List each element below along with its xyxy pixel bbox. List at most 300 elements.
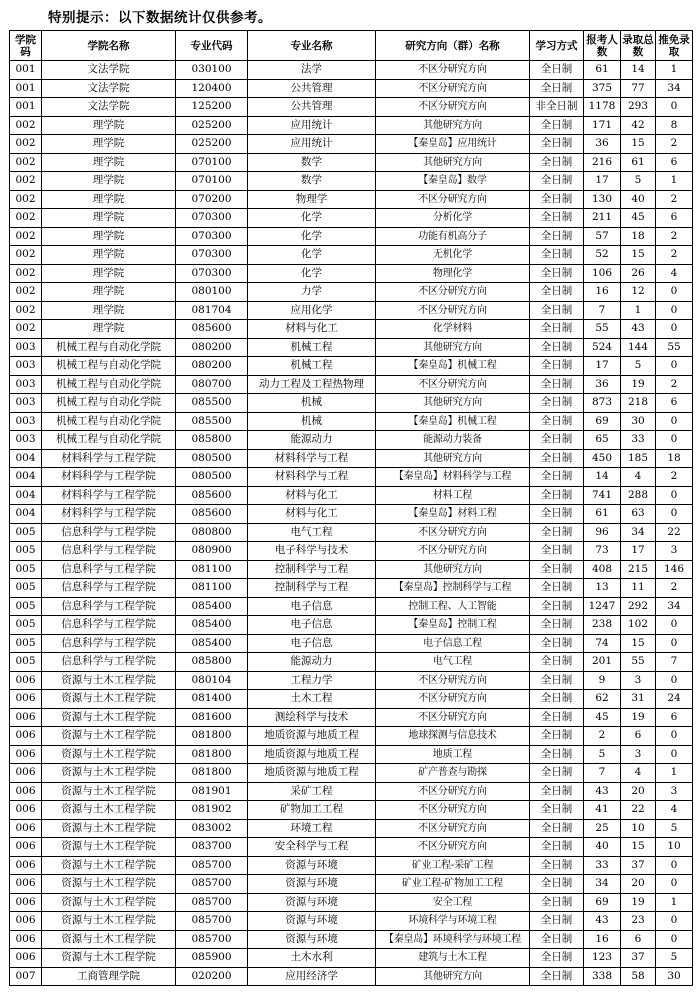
applicants-cell: 375	[584, 79, 621, 98]
major-code-cell: 030100	[176, 61, 248, 80]
major-code-cell: 081901	[176, 782, 248, 801]
major-name-cell: 化学	[248, 246, 376, 265]
recommended-cell: 0	[656, 745, 693, 764]
table-row	[10, 838, 693, 857]
research-direction-cell: 地球探测与信息技术	[376, 727, 530, 746]
study-mode-cell: 全日制	[530, 893, 584, 912]
college-code-cell: 006	[10, 819, 42, 838]
recommended-cell: 1	[656, 172, 693, 191]
research-direction-cell: 安全工程	[376, 893, 530, 912]
college-name-cell: 理学院	[42, 116, 176, 135]
college-code-cell: 006	[10, 782, 42, 801]
major-name-cell: 材料与化工	[248, 320, 376, 339]
applicants-cell: 61	[584, 61, 621, 80]
admitted-cell: 37	[621, 949, 656, 968]
table-row	[10, 930, 693, 949]
major-name-cell: 电子信息	[248, 597, 376, 616]
research-direction-cell: 不区分研究方向	[376, 671, 530, 690]
college-name-cell: 信息科学与工程学院	[42, 579, 176, 598]
study-mode-cell: 全日制	[530, 560, 584, 579]
recommended-cell: 2	[656, 190, 693, 209]
applicants-cell: 36	[584, 375, 621, 394]
recommended-cell: 18	[656, 449, 693, 468]
major-code-cell: 080100	[176, 283, 248, 302]
admitted-cell: 6	[621, 930, 656, 949]
applicants-cell: 408	[584, 560, 621, 579]
table-row	[10, 801, 693, 820]
college-name-cell: 资源与土木工程学院	[42, 838, 176, 857]
college-code-cell: 002	[10, 320, 42, 339]
applicants-cell: 2	[584, 727, 621, 746]
recommended-cell: 0	[656, 671, 693, 690]
major-name-cell: 应用化学	[248, 301, 376, 320]
college-name-cell: 材料科学与工程学院	[42, 449, 176, 468]
study-mode-cell: 全日制	[530, 949, 584, 968]
college-code-cell: 006	[10, 856, 42, 875]
study-mode-cell: 全日制	[530, 727, 584, 746]
major-name-cell: 公共管理	[248, 98, 376, 117]
recommended-cell: 5	[656, 949, 693, 968]
college-code-cell: 003	[10, 338, 42, 357]
major-code-cell: 025200	[176, 116, 248, 135]
major-code-cell: 081800	[176, 764, 248, 783]
admitted-cell: 30	[621, 412, 656, 431]
research-direction-cell: 不区分研究方向	[376, 301, 530, 320]
major-name-cell: 电子科学与技术	[248, 542, 376, 561]
research-direction-cell: 其他研究方向	[376, 394, 530, 413]
admitted-cell: 11	[621, 579, 656, 598]
admitted-cell: 218	[621, 394, 656, 413]
recommended-cell: 7	[656, 653, 693, 672]
recommended-cell: 1	[656, 893, 693, 912]
college-code-cell: 006	[10, 708, 42, 727]
study-mode-cell: 全日制	[530, 394, 584, 413]
table-row	[10, 634, 693, 653]
header-college-code: 学院码	[10, 31, 42, 61]
recommended-cell: 146	[656, 560, 693, 579]
research-direction-cell: 物理化学	[376, 264, 530, 283]
research-direction-cell: 其他研究方向	[376, 967, 530, 986]
table-row	[10, 301, 693, 320]
applicants-cell: 41	[584, 801, 621, 820]
major-code-cell: 070100	[176, 153, 248, 172]
applicants-cell: 16	[584, 283, 621, 302]
major-name-cell: 资源与环境	[248, 930, 376, 949]
major-name-cell: 物理学	[248, 190, 376, 209]
major-code-cell: 070300	[176, 246, 248, 265]
major-name-cell: 数学	[248, 172, 376, 191]
major-name-cell: 资源与环境	[248, 912, 376, 931]
applicants-cell: 201	[584, 653, 621, 672]
major-name-cell: 机械	[248, 394, 376, 413]
major-name-cell: 法学	[248, 61, 376, 80]
major-name-cell: 应用统计	[248, 116, 376, 135]
header-research-direction: 研究方向（群）名称	[376, 31, 530, 61]
applicants-cell: 57	[584, 227, 621, 246]
table-row	[10, 153, 693, 172]
admitted-cell: 61	[621, 153, 656, 172]
header-college-name: 学院名称	[42, 31, 176, 61]
major-name-cell: 化学	[248, 227, 376, 246]
table-row	[10, 745, 693, 764]
college-name-cell: 理学院	[42, 246, 176, 265]
major-code-cell: 070300	[176, 227, 248, 246]
research-direction-cell: 不区分研究方向	[376, 838, 530, 857]
research-direction-cell: 不区分研究方向	[376, 79, 530, 98]
study-mode-cell: 全日制	[530, 172, 584, 191]
table-row	[10, 394, 693, 413]
major-name-cell: 材料科学与工程	[248, 449, 376, 468]
college-code-cell: 002	[10, 153, 42, 172]
major-name-cell: 力学	[248, 283, 376, 302]
recommended-cell: 24	[656, 690, 693, 709]
study-mode-cell: 全日制	[530, 523, 584, 542]
recommended-cell: 2	[656, 375, 693, 394]
recommended-cell: 6	[656, 394, 693, 413]
table-row	[10, 616, 693, 635]
major-name-cell: 机械工程	[248, 357, 376, 376]
college-code-cell: 006	[10, 912, 42, 931]
research-direction-cell: 不区分研究方向	[376, 61, 530, 80]
research-direction-cell: 建筑与土木工程	[376, 949, 530, 968]
study-mode-cell: 全日制	[530, 967, 584, 986]
major-code-cell: 081902	[176, 801, 248, 820]
major-name-cell: 电子信息	[248, 634, 376, 653]
major-name-cell: 资源与环境	[248, 875, 376, 894]
major-name-cell: 土木工程	[248, 690, 376, 709]
major-name-cell: 化学	[248, 264, 376, 283]
major-name-cell: 材料与化工	[248, 486, 376, 505]
study-mode-cell: 全日制	[530, 246, 584, 265]
recommended-cell: 0	[656, 856, 693, 875]
recommended-cell: 6	[656, 153, 693, 172]
study-mode-cell: 全日制	[530, 412, 584, 431]
research-direction-cell: 不区分研究方向	[376, 375, 530, 394]
major-name-cell: 测绘科学与技术	[248, 708, 376, 727]
college-name-cell: 资源与土木工程学院	[42, 893, 176, 912]
applicants-cell: 36	[584, 135, 621, 154]
major-name-cell: 材料与化工	[248, 505, 376, 524]
major-code-cell: 080200	[176, 338, 248, 357]
study-mode-cell: 全日制	[530, 190, 584, 209]
recommended-cell: 0	[656, 505, 693, 524]
table-row	[10, 875, 693, 894]
admission-statistics-table	[9, 30, 693, 986]
major-code-cell: 081704	[176, 301, 248, 320]
college-code-cell: 002	[10, 283, 42, 302]
study-mode-cell: 全日制	[530, 801, 584, 820]
recommended-cell: 3	[656, 782, 693, 801]
table-row	[10, 190, 693, 209]
applicants-cell: 741	[584, 486, 621, 505]
major-code-cell: 085400	[176, 616, 248, 635]
table-row	[10, 98, 693, 117]
applicants-cell: 62	[584, 690, 621, 709]
research-direction-cell: 矿业工程-矿物加工工程	[376, 875, 530, 894]
major-code-cell: 081100	[176, 560, 248, 579]
applicants-cell: 13	[584, 579, 621, 598]
applicants-cell: 216	[584, 153, 621, 172]
table-row	[10, 116, 693, 135]
recommended-cell: 22	[656, 523, 693, 542]
major-name-cell: 资源与环境	[248, 893, 376, 912]
table-row	[10, 764, 693, 783]
college-name-cell: 资源与土木工程学院	[42, 912, 176, 931]
applicants-cell: 69	[584, 893, 621, 912]
college-code-cell: 002	[10, 172, 42, 191]
research-direction-cell: 矿产普查与勘探	[376, 764, 530, 783]
table-row	[10, 579, 693, 598]
major-code-cell: 081600	[176, 708, 248, 727]
table-row	[10, 468, 693, 487]
research-direction-cell: 【秦皇岛】环境科学与环境工程	[376, 930, 530, 949]
study-mode-cell: 全日制	[530, 745, 584, 764]
college-name-cell: 理学院	[42, 209, 176, 228]
college-code-cell: 004	[10, 449, 42, 468]
college-name-cell: 文法学院	[42, 61, 176, 80]
college-name-cell: 资源与土木工程学院	[42, 782, 176, 801]
applicants-cell: 73	[584, 542, 621, 561]
major-code-cell: 085400	[176, 597, 248, 616]
college-name-cell: 信息科学与工程学院	[42, 653, 176, 672]
college-code-cell: 005	[10, 523, 42, 542]
applicants-cell: 5	[584, 745, 621, 764]
applicants-cell: 17	[584, 357, 621, 376]
college-code-cell: 006	[10, 930, 42, 949]
applicants-cell: 14	[584, 468, 621, 487]
college-code-cell: 006	[10, 893, 42, 912]
header-study-mode: 学习方式	[530, 31, 584, 61]
table-row	[10, 431, 693, 450]
recommended-cell: 0	[656, 616, 693, 635]
recommended-cell: 0	[656, 875, 693, 894]
major-name-cell: 机械	[248, 412, 376, 431]
study-mode-cell: 全日制	[530, 634, 584, 653]
major-name-cell: 矿物加工工程	[248, 801, 376, 820]
applicants-cell: 7	[584, 301, 621, 320]
research-direction-cell: 【秦皇岛】控制工程	[376, 616, 530, 635]
college-name-cell: 资源与土木工程学院	[42, 819, 176, 838]
recommended-cell: 0	[656, 412, 693, 431]
recommended-cell: 4	[656, 801, 693, 820]
major-code-cell: 080104	[176, 671, 248, 690]
college-code-cell: 006	[10, 727, 42, 746]
admitted-cell: 15	[621, 246, 656, 265]
applicants-cell: 52	[584, 246, 621, 265]
college-name-cell: 资源与土木工程学院	[42, 875, 176, 894]
major-name-cell: 材料科学与工程	[248, 468, 376, 487]
applicants-cell: 9	[584, 671, 621, 690]
table-row	[10, 671, 693, 690]
applicants-cell: 171	[584, 116, 621, 135]
research-direction-cell: 不区分研究方向	[376, 523, 530, 542]
applicants-cell: 106	[584, 264, 621, 283]
major-name-cell: 安全科学与工程	[248, 838, 376, 857]
table-row	[10, 264, 693, 283]
major-code-cell: 081400	[176, 690, 248, 709]
admitted-cell: 19	[621, 708, 656, 727]
header-recommended: 推免录取	[656, 31, 693, 61]
study-mode-cell: 全日制	[530, 431, 584, 450]
research-direction-cell: 不区分研究方向	[376, 801, 530, 820]
major-name-cell: 环境工程	[248, 819, 376, 838]
major-code-cell: 081100	[176, 579, 248, 598]
college-name-cell: 信息科学与工程学院	[42, 560, 176, 579]
recommended-cell: 0	[656, 320, 693, 339]
major-code-cell: 083700	[176, 838, 248, 857]
admitted-cell: 63	[621, 505, 656, 524]
college-name-cell: 信息科学与工程学院	[42, 616, 176, 635]
major-code-cell: 085500	[176, 412, 248, 431]
study-mode-cell: 全日制	[530, 320, 584, 339]
recommended-cell: 2	[656, 135, 693, 154]
admitted-cell: 14	[621, 61, 656, 80]
study-mode-cell: 全日制	[530, 542, 584, 561]
major-code-cell: 080200	[176, 357, 248, 376]
research-direction-cell: 能源动力装备	[376, 431, 530, 450]
college-name-cell: 工商管理学院	[42, 967, 176, 986]
admitted-cell: 144	[621, 338, 656, 357]
table-row	[10, 597, 693, 616]
major-name-cell: 控制科学与工程	[248, 560, 376, 579]
study-mode-cell: 全日制	[530, 819, 584, 838]
college-code-cell: 005	[10, 597, 42, 616]
admitted-cell: 40	[621, 190, 656, 209]
admitted-cell: 293	[621, 98, 656, 117]
study-mode-cell: 全日制	[530, 301, 584, 320]
admitted-cell: 37	[621, 856, 656, 875]
research-direction-cell: 【秦皇岛】控制科学与工程	[376, 579, 530, 598]
admitted-cell: 17	[621, 542, 656, 561]
table-row	[10, 172, 693, 191]
research-direction-cell: 无机化学	[376, 246, 530, 265]
table-row	[10, 449, 693, 468]
table-row	[10, 967, 693, 986]
college-code-cell: 005	[10, 579, 42, 598]
applicants-cell: 43	[584, 912, 621, 931]
recommended-cell: 2	[656, 468, 693, 487]
major-code-cell: 085700	[176, 893, 248, 912]
recommended-cell: 5	[656, 819, 693, 838]
college-name-cell: 材料科学与工程学院	[42, 486, 176, 505]
college-name-cell: 资源与土木工程学院	[42, 690, 176, 709]
study-mode-cell: 全日制	[530, 653, 584, 672]
recommended-cell: 3	[656, 542, 693, 561]
research-direction-cell: 不区分研究方向	[376, 819, 530, 838]
applicants-cell: 338	[584, 967, 621, 986]
recommended-cell: 2	[656, 246, 693, 265]
admitted-cell: 4	[621, 764, 656, 783]
table-row	[10, 209, 693, 228]
study-mode-cell: 全日制	[530, 856, 584, 875]
study-mode-cell: 全日制	[530, 579, 584, 598]
research-direction-cell: 电子信息工程	[376, 634, 530, 653]
study-mode-cell: 全日制	[530, 505, 584, 524]
study-mode-cell: 全日制	[530, 209, 584, 228]
table-row	[10, 782, 693, 801]
applicants-cell: 96	[584, 523, 621, 542]
study-mode-cell: 全日制	[530, 375, 584, 394]
study-mode-cell: 全日制	[530, 135, 584, 154]
recommended-cell: 0	[656, 283, 693, 302]
admitted-cell: 102	[621, 616, 656, 635]
recommended-cell: 0	[656, 912, 693, 931]
college-name-cell: 机械工程与自动化学院	[42, 357, 176, 376]
applicants-cell: 130	[584, 190, 621, 209]
admitted-cell: 15	[621, 838, 656, 857]
table-row	[10, 505, 693, 524]
college-code-cell: 005	[10, 634, 42, 653]
college-name-cell: 信息科学与工程学院	[42, 523, 176, 542]
college-code-cell: 002	[10, 301, 42, 320]
table-row	[10, 375, 693, 394]
college-name-cell: 机械工程与自动化学院	[42, 338, 176, 357]
research-direction-cell: 分析化学	[376, 209, 530, 228]
college-code-cell: 002	[10, 264, 42, 283]
study-mode-cell: 全日制	[530, 782, 584, 801]
admitted-cell: 292	[621, 597, 656, 616]
recommended-cell: 0	[656, 634, 693, 653]
college-name-cell: 材料科学与工程学院	[42, 468, 176, 487]
major-code-cell: 080700	[176, 375, 248, 394]
admitted-cell: 1	[621, 301, 656, 320]
college-name-cell: 文法学院	[42, 98, 176, 117]
college-name-cell: 理学院	[42, 135, 176, 154]
table-row	[10, 283, 693, 302]
research-direction-cell: 矿业工程-采矿工程	[376, 856, 530, 875]
college-code-cell: 003	[10, 431, 42, 450]
applicants-cell: 34	[584, 875, 621, 894]
applicants-cell: 450	[584, 449, 621, 468]
admitted-cell: 15	[621, 634, 656, 653]
college-name-cell: 资源与土木工程学院	[42, 745, 176, 764]
college-code-cell: 005	[10, 616, 42, 635]
major-name-cell: 公共管理	[248, 79, 376, 98]
college-name-cell: 理学院	[42, 153, 176, 172]
major-code-cell: 085800	[176, 653, 248, 672]
recommended-cell: 0	[656, 431, 693, 450]
applicants-cell: 211	[584, 209, 621, 228]
applicants-cell: 123	[584, 949, 621, 968]
table-row	[10, 227, 693, 246]
recommended-cell: 6	[656, 708, 693, 727]
admitted-cell: 34	[621, 523, 656, 542]
table-body	[10, 61, 693, 986]
applicants-cell: 43	[584, 782, 621, 801]
study-mode-cell: 全日制	[530, 153, 584, 172]
major-code-cell: 020200	[176, 967, 248, 986]
major-name-cell: 控制科学与工程	[248, 579, 376, 598]
major-name-cell: 数学	[248, 153, 376, 172]
major-code-cell: 070200	[176, 190, 248, 209]
major-name-cell: 应用经济学	[248, 967, 376, 986]
applicants-cell: 45	[584, 708, 621, 727]
research-direction-cell: 环境科学与环境工程	[376, 912, 530, 931]
college-code-cell: 006	[10, 949, 42, 968]
major-code-cell: 085400	[176, 634, 248, 653]
major-name-cell: 地质资源与地质工程	[248, 745, 376, 764]
header-major-code: 专业代码	[176, 31, 248, 61]
study-mode-cell: 全日制	[530, 597, 584, 616]
college-name-cell: 机械工程与自动化学院	[42, 431, 176, 450]
college-name-cell: 理学院	[42, 320, 176, 339]
major-name-cell: 应用统计	[248, 135, 376, 154]
admitted-cell: 19	[621, 893, 656, 912]
college-name-cell: 信息科学与工程学院	[42, 542, 176, 561]
recommended-cell: 34	[656, 597, 693, 616]
research-direction-cell: 【秦皇岛】材料工程	[376, 505, 530, 524]
applicants-cell: 40	[584, 838, 621, 857]
